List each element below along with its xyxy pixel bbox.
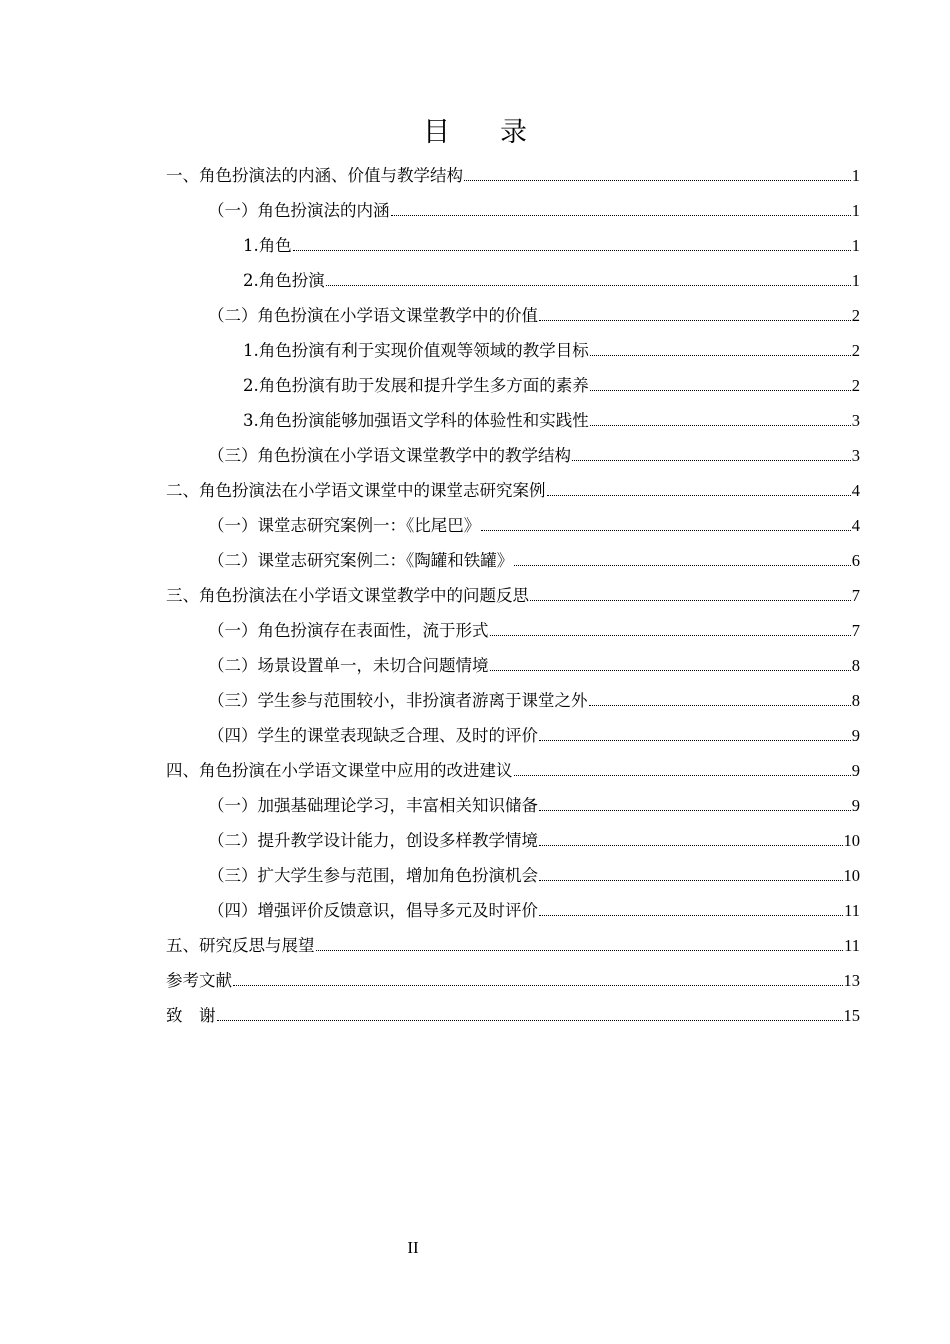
toc-entry-label: （四）学生的课堂表现缺乏合理、及时的评价 — [208, 726, 538, 745]
toc-entry-label: （三）学生参与范围较小，非扮演者游离于课堂之外 — [208, 691, 588, 710]
toc-leader-dots — [391, 199, 851, 216]
toc-entry[interactable] — [166, 998, 860, 1033]
toc-entry-page: 1 — [851, 236, 860, 255]
toc-entry-label: 三、角色扮演法在小学语文课堂教学中的问题反思 — [166, 586, 529, 605]
toc-entry-page: 1 — [851, 166, 860, 185]
toc-leader-dots — [490, 654, 851, 671]
toc-title: 目录 — [423, 117, 577, 148]
toc-leader-dots — [539, 864, 843, 881]
toc-entry-page: 8 — [851, 691, 860, 710]
toc-entry-label: 1.角色扮演有利于实现价值观等领域的教学目标 — [243, 341, 589, 360]
toc-entry[interactable] — [166, 823, 860, 858]
toc-entry-page: 1 — [851, 271, 860, 290]
toc-entry-page: 15 — [843, 1006, 860, 1025]
toc-entry-page: 4 — [851, 481, 860, 500]
toc-leader-dots — [530, 584, 851, 601]
toc-entry-label: （二）场景设置单一，未切合问题情境 — [208, 656, 489, 675]
toc-entry-label: （一）角色扮演存在表面性，流于形式 — [208, 621, 489, 640]
toc-leader-dots — [539, 304, 851, 321]
toc-leader-dots — [514, 759, 851, 776]
toc-entry-page: 9 — [851, 761, 860, 780]
toc-entry-page: 6 — [851, 551, 860, 570]
toc-entry-label: 1.角色 — [243, 236, 292, 255]
toc-entry-label: 3.角色扮演能够加强语文学科的体验性和实践性 — [243, 411, 589, 430]
toc-entry-label: 2.角色扮演有助于发展和提升学生多方面的素养 — [243, 376, 589, 395]
toc-leader-dots — [547, 479, 851, 496]
toc-entry-label: 四、角色扮演在小学语文课堂中应用的改进建议 — [166, 761, 513, 780]
toc-entry-page: 4 — [851, 516, 860, 535]
toc-leader-dots — [217, 1004, 843, 1021]
toc-entry-label: 一、角色扮演法的内涵、价值与教学结构 — [166, 166, 463, 185]
table-of-contents — [166, 158, 860, 1033]
toc-entry-label: 参考文献 — [166, 971, 232, 990]
page-number: II — [407, 1238, 419, 1257]
toc-entry-page: 10 — [843, 831, 860, 850]
toc-entry-label: 二、角色扮演法在小学语文课堂中的课堂志研究案例 — [166, 481, 546, 500]
toc-leader-dots — [590, 374, 851, 391]
toc-entry-label: 致 谢 — [166, 1006, 216, 1025]
toc-entry[interactable] — [166, 893, 860, 928]
toc-entry[interactable] — [166, 683, 860, 718]
toc-entry-label: （一）角色扮演法的内涵 — [208, 201, 390, 220]
toc-entry-page: 1 — [851, 201, 860, 220]
toc-entry-page: 9 — [851, 726, 860, 745]
toc-entry[interactable] — [166, 578, 860, 613]
toc-leader-dots — [589, 689, 851, 706]
toc-leader-dots — [326, 269, 851, 286]
toc-entry-label: （二）角色扮演在小学语文课堂教学中的价值 — [208, 306, 538, 325]
toc-entry-page: 11 — [844, 936, 860, 955]
toc-entry[interactable] — [166, 263, 860, 298]
toc-entry[interactable] — [166, 333, 860, 368]
toc-leader-dots — [316, 934, 844, 951]
toc-entry[interactable] — [166, 228, 860, 263]
toc-entry-page: 3 — [851, 411, 860, 430]
toc-leader-dots — [293, 234, 851, 251]
toc-entry-label: （一）加强基础理论学习，丰富相关知识储备 — [208, 796, 538, 815]
toc-entry[interactable] — [166, 193, 860, 228]
toc-leader-dots — [490, 619, 851, 636]
toc-entry-label: （三）扩大学生参与范围，增加角色扮演机会 — [208, 866, 538, 885]
toc-entry[interactable] — [166, 928, 860, 963]
toc-entry-page: 2 — [851, 306, 860, 325]
toc-entry[interactable] — [166, 858, 860, 893]
toc-entry[interactable] — [166, 613, 860, 648]
toc-entry[interactable] — [166, 473, 860, 508]
toc-entry-label: （二）提升教学设计能力，创设多样教学情境 — [208, 831, 538, 850]
toc-entry-page: 11 — [844, 901, 860, 920]
toc-entry-page: 10 — [843, 866, 860, 885]
toc-leader-dots — [590, 339, 851, 356]
toc-entry-page: 7 — [851, 621, 860, 640]
toc-leader-dots — [572, 444, 851, 461]
toc-entry-label: （四）增强评价反馈意识，倡导多元及时评价 — [208, 901, 538, 920]
toc-entry[interactable] — [166, 438, 860, 473]
toc-entry-page: 2 — [851, 341, 860, 360]
toc-entry-label: （二）课堂志研究案例二：《陶罐和铁罐》 — [208, 551, 514, 570]
toc-entry-page: 13 — [843, 971, 860, 990]
toc-entry[interactable] — [166, 718, 860, 753]
toc-entry-label: 五、研究反思与展望 — [166, 936, 315, 955]
toc-entry[interactable] — [166, 963, 860, 998]
toc-entry-page: 8 — [851, 656, 860, 675]
toc-entry[interactable] — [166, 298, 860, 333]
toc-entry[interactable] — [166, 158, 860, 193]
toc-leader-dots — [539, 829, 843, 846]
toc-leader-dots — [481, 514, 851, 531]
toc-leader-dots — [539, 794, 851, 811]
toc-entry[interactable] — [166, 543, 860, 578]
toc-entry-page: 3 — [851, 446, 860, 465]
toc-entry[interactable] — [166, 788, 860, 823]
toc-entry[interactable] — [166, 648, 860, 683]
toc-entry[interactable] — [166, 368, 860, 403]
toc-entry[interactable] — [166, 403, 860, 438]
toc-entry-page: 2 — [851, 376, 860, 395]
toc-entry-label: 2.角色扮演 — [243, 271, 325, 290]
toc-leader-dots — [233, 969, 843, 986]
toc-leader-dots — [590, 409, 851, 426]
toc-leader-dots — [539, 724, 851, 741]
toc-leader-dots — [514, 549, 851, 566]
toc-entry-page: 7 — [851, 586, 860, 605]
toc-entry-label: （一）课堂志研究案例一：《比尾巴》 — [208, 516, 481, 535]
toc-leader-dots — [464, 164, 851, 181]
toc-leader-dots — [539, 899, 843, 916]
toc-entry[interactable] — [166, 753, 860, 788]
toc-entry[interactable] — [166, 508, 860, 543]
toc-entry-label: （三）角色扮演在小学语文课堂教学中的教学结构 — [208, 446, 571, 465]
toc-entry-page: 9 — [851, 796, 860, 815]
